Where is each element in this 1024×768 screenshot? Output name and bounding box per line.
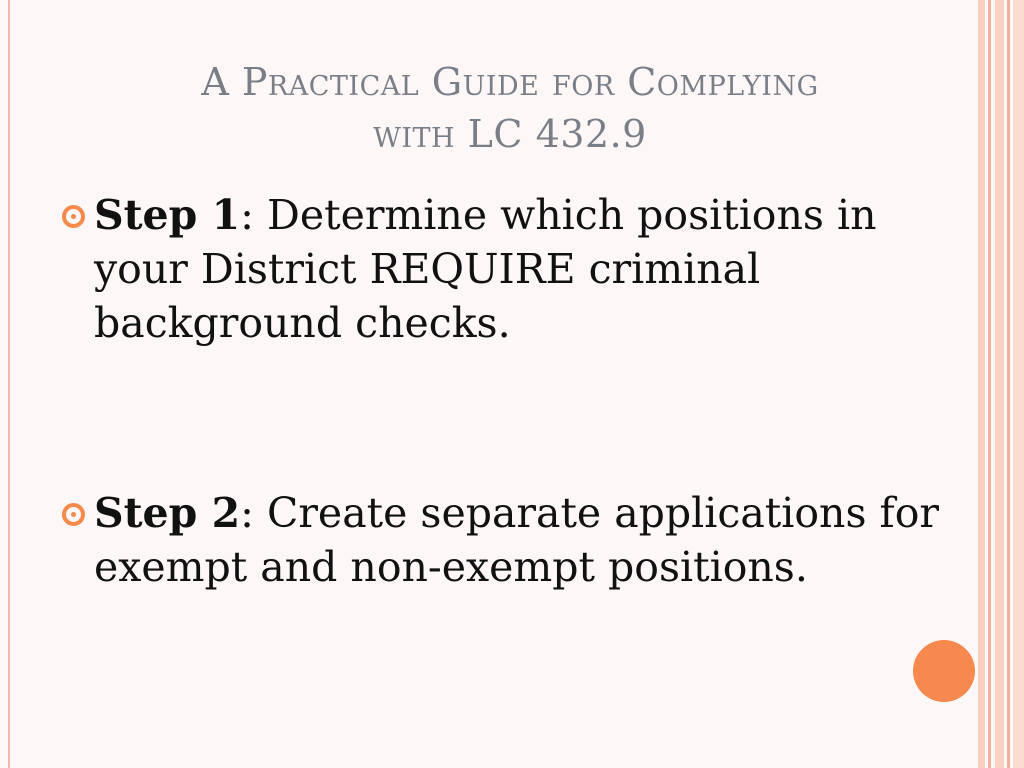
title-line-2: with LC 432.9 [373, 112, 647, 156]
ring-bullet-icon [62, 205, 85, 228]
right-stripe [995, 0, 1004, 768]
bullet-list [62, 188, 942, 594]
right-stripe [1013, 0, 1024, 768]
step-text: : Create separate applications for exempt and non-exempt positions. [94, 489, 939, 591]
right-stripe [1007, 0, 1010, 768]
bullet-step-1 [62, 188, 942, 350]
ring-bullet-icon [62, 503, 85, 526]
left-border [8, 0, 10, 768]
step-text: : Determine which positions in your District REQUIRE criminal background checks. [94, 191, 877, 347]
step-label: Step 1 [94, 191, 241, 239]
right-stripe [978, 0, 985, 768]
orange-circle-decoration [913, 640, 975, 702]
title-line-1: A Practical Guide for Complying [201, 60, 819, 104]
right-stripe [988, 0, 991, 768]
slide-title [100, 56, 920, 160]
bullet-step-2 [62, 486, 942, 594]
step-label: Step 2 [94, 489, 241, 537]
